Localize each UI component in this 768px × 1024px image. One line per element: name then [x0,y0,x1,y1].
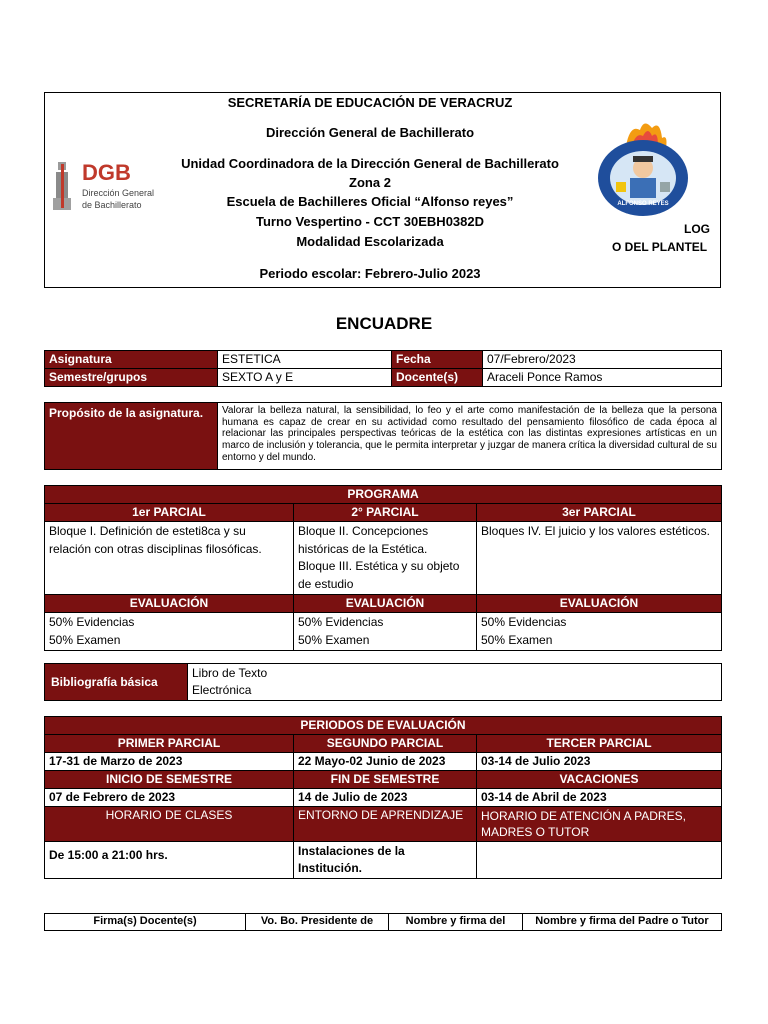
dgb-logo [50,160,155,216]
plantel-logo [596,116,690,218]
examen-text: 50% Examen [481,632,553,647]
inicio-semestre-value: 07 de Febrero de 2023 [45,789,294,807]
dgb-logo-sub1: Dirección General [82,188,155,198]
docente-label: Docente(s) [392,369,483,387]
vacaciones-header: VACACIONES [477,771,722,789]
horario-clases-header: HORARIO DE CLASES [45,807,294,842]
evaluacion-cell-1 [45,613,294,651]
page-title: ENCUADRE [335,314,433,333]
fin-semestre-header: FIN DE SEMESTRE [294,771,477,789]
bibliografia-line-2: Electrónica [192,683,252,697]
header-line-3: Unidad Coordinadora de la Dirección General de Bachillerato [181,156,559,171]
plantel-logo-text: ALFONSO REYES [617,201,669,207]
header-line-1: SECRETARÍA DE EDUCACIÓN DE VERACRUZ [227,95,513,110]
inicio-semestre-header: INICIO DE SEMESTRE [45,771,294,789]
horario-atencion-header: HORARIO DE ATENCIÓN A PADRES, MADRES O TUTOR [477,807,722,842]
evaluacion-header-3: EVALUACIÓN [477,595,722,613]
bibliografia-label: Bibliografía básica [45,664,188,701]
fecha-label: Fecha [392,351,483,369]
docente-value: Araceli Ponce Ramos [483,369,722,387]
asignatura-label: Asignatura [45,351,218,369]
tercer-parcial-header: TERCER PARCIAL [477,735,722,753]
bibliografia-table [44,663,722,701]
asignatura-value: ESTETICA [218,351,392,369]
examen-text: 50% Examen [298,632,370,647]
semestre-label: Semestre/grupos [45,369,218,387]
periodos-table [44,716,722,879]
plantel-logo-caption-b: O DEL PLANTEL [612,240,708,254]
programa-content-2: Bloque II. Concepciones históricas de la Estética. Bloque III. Estética y su objeto de estudio [294,522,477,595]
header-line-5: Escuela de Bachilleres Oficial “Alfonso reyes” [226,194,514,209]
fin-semestre-value: 14 de Julio de 2023 [294,789,477,807]
header-line-6: Turno Vespertino - CCT 30EBH0382D [255,214,485,229]
header-line-4: Zona 2 [349,175,391,190]
proposito-label: Propósito de la asignatura. [45,403,218,470]
firma-nombre: Nombre y firma del [389,914,523,931]
evidencias-text: 50% Evidencias [481,615,567,629]
evidencias-text: 50% Evidencias [49,615,135,629]
programa-table [44,485,722,651]
segundo-parcial-value: 22 Mayo-02 Junio de 2023 [294,753,477,771]
bibliografia-value [188,664,722,701]
header-line-8: Periodo escolar: Febrero-Julio 2023 [259,266,481,281]
proposito-table [44,402,722,470]
evaluacion-cell-2 [294,613,477,651]
horario-atencion-value [477,842,722,879]
programa-title: PROGRAMA [45,486,722,504]
programa-header-2: 2° PARCIAL [294,504,477,522]
bibliografia-line-1: Libro de Texto [192,666,268,680]
evidencias-text: 50% Evidencias [298,615,384,629]
programa-header-1: 1er PARCIAL [45,504,294,522]
fecha-value: 07/Febrero/2023 [483,351,722,369]
info-table [44,350,722,387]
dgb-logo-text: DGB [82,160,131,185]
header-line-7: Modalidad Escolarizada [296,234,444,249]
firmas-table [44,913,722,931]
programa-header-3: 3er PARCIAL [477,504,722,522]
programa-content-3: Bloques IV. El juicio y los valores estéticos. [477,522,722,595]
evaluacion-header-1: EVALUACIÓN [45,595,294,613]
entorno-aprendizaje-header: ENTORNO DE APRENDIZAJE [294,807,477,842]
evaluacion-cell-3 [477,613,722,651]
firma-padre-tutor: Nombre y firma del Padre o Tutor [523,914,722,931]
entorno-aprendizaje-value: Instalaciones de la Institución. [294,842,477,879]
semestre-value: SEXTO A y E [218,369,392,387]
primer-parcial-value: 17-31 de Marzo de 2023 [45,753,294,771]
segundo-parcial-header: SEGUNDO PARCIAL [294,735,477,753]
dgb-logo-sub2: de Bachillerato [82,200,142,210]
evaluacion-header-2: EVALUACIÓN [294,595,477,613]
firma-presidente: Vo. Bo. Presidente de [246,914,389,931]
tercer-parcial-value: 03-14 de Julio 2023 [477,753,722,771]
programa-content-1: Bloque I. Definición de esteti8ca y su relación con otras disciplinas filosóficas. [45,522,294,595]
primer-parcial-header: PRIMER PARCIAL [45,735,294,753]
dgb-emblem-icon [50,160,74,212]
plantel-logo-caption-a: LOG [684,222,710,236]
horario-clases-value: De 15:00 a 21:00 hrs. [45,842,294,879]
proposito-text: Valorar la belleza natural, la sensibilidad, lo feo y el arte como manifestación de la belleza que la persona humana es capaz de crear en su actividad como resultado del pensamiento filosófico de cada época al relacionar las principales perspectivas teóricas de la estética con las distintas expresiones artísticas en un marco de inclusión y tolerancia, que le permita interpretar y juzgar de manera crítica la diversidad cultural de su entorno y del mundo. [218,403,722,470]
examen-text: 50% Examen [49,632,121,647]
periodos-title: PERIODOS DE EVALUACIÓN [45,717,722,735]
vacaciones-value: 03-14 de Abril de 2023 [477,789,722,807]
firma-docente: Firma(s) Docente(s) [45,914,246,931]
header-line-2: Dirección General de Bachillerato [265,125,475,140]
